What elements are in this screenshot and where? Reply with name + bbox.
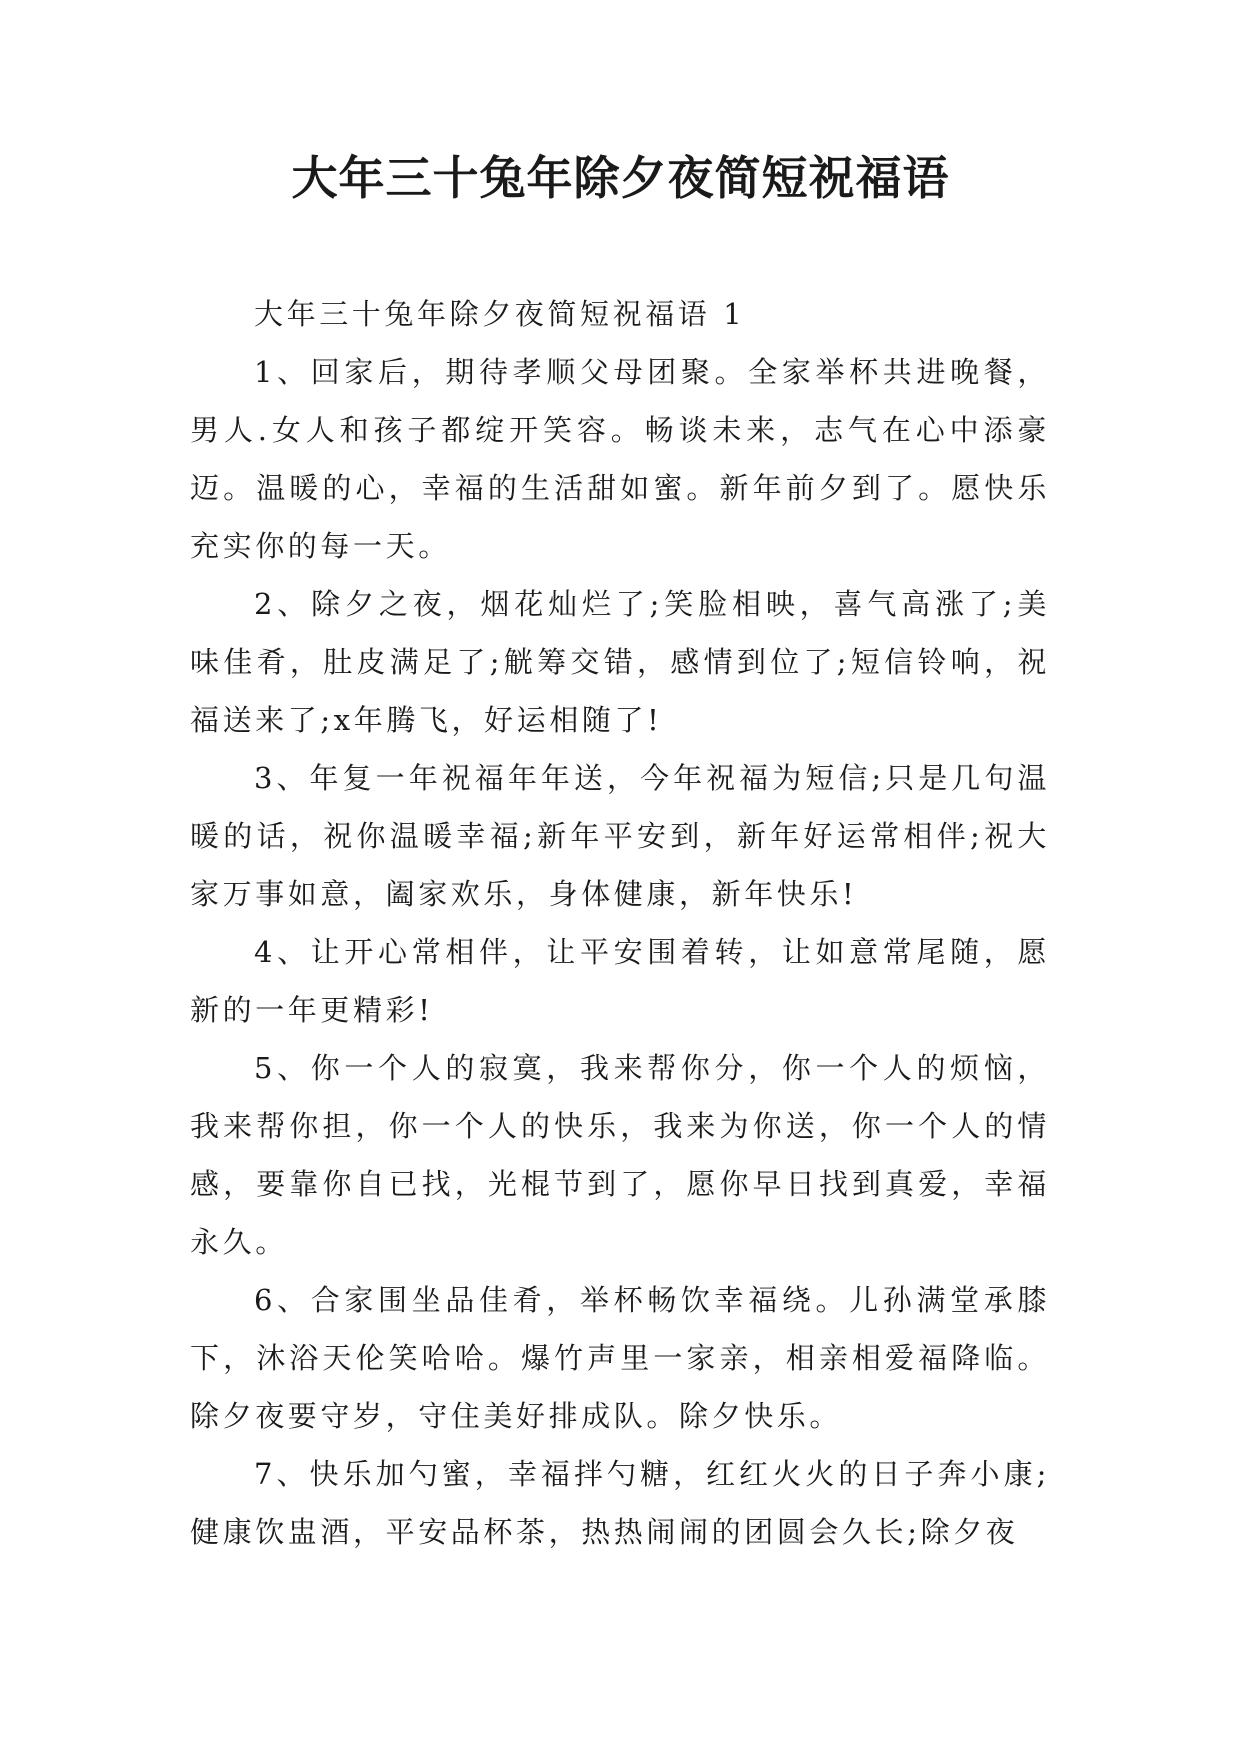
- paragraph-5: 5、你一个人的寂寞，我来帮你分，你一个人的烦恼，我来帮你担，你一个人的快乐，我来为你送，你一个人的情感，要靠你自已找，光棍节到了，愿你早日找到真爱，幸福永久。: [190, 1051, 1050, 1259]
- paragraph-4: 4、让开心常相伴，让平安围着转，让如意常尾随，愿新的一年更精彩!: [190, 935, 1050, 1027]
- paragraph-3: 3、年复一年祝福年年送，今年祝福为短信;只是几句温暖的话，祝你温暖幸福;新年平安到，新年好运常相伴;祝大家万事如意，阖家欢乐，身体健康，新年快乐!: [190, 761, 1050, 911]
- paragraph-2: 2、除夕之夜，烟花灿烂了;笑脸相映，喜气高涨了;美味佳肴，肚皮满足了;觥筹交错，感情到位了;短信铃响，祝福送来了;x年腾飞，好运相随了!: [190, 587, 1050, 737]
- section-heading: 大年三十兔年除夕夜简短祝福语 1: [254, 297, 746, 331]
- document-body: [190, 285, 1050, 1561]
- paragraph-1: 1、回家后，期待孝顺父母团聚。全家举杯共进晚餐，男人.女人和孩子都绽开笑容。畅谈未来，志气在心中添豪迈。温暖的心，幸福的生活甜如蜜。新年前夕到了。愿快乐充实你的每一天。: [190, 355, 1050, 563]
- paragraph-6: 6、合家围坐品佳肴，举杯畅饮幸福绕。儿孙满堂承膝下，沐浴天伦笑哈哈。爆竹声里一家亲，相亲相爱福降临。除夕夜要守岁，守住美好排成队。除夕快乐。: [190, 1283, 1050, 1433]
- page-title: 大年三十兔年除夕夜简短祝福语: [291, 151, 950, 205]
- paragraph-7: 7、快乐加勺蜜，幸福拌勺糖，红红火火的日子奔小康;健康饮盅酒，平安品杯茶，热热闹闹的团圆会久长;除夕夜: [190, 1457, 1050, 1549]
